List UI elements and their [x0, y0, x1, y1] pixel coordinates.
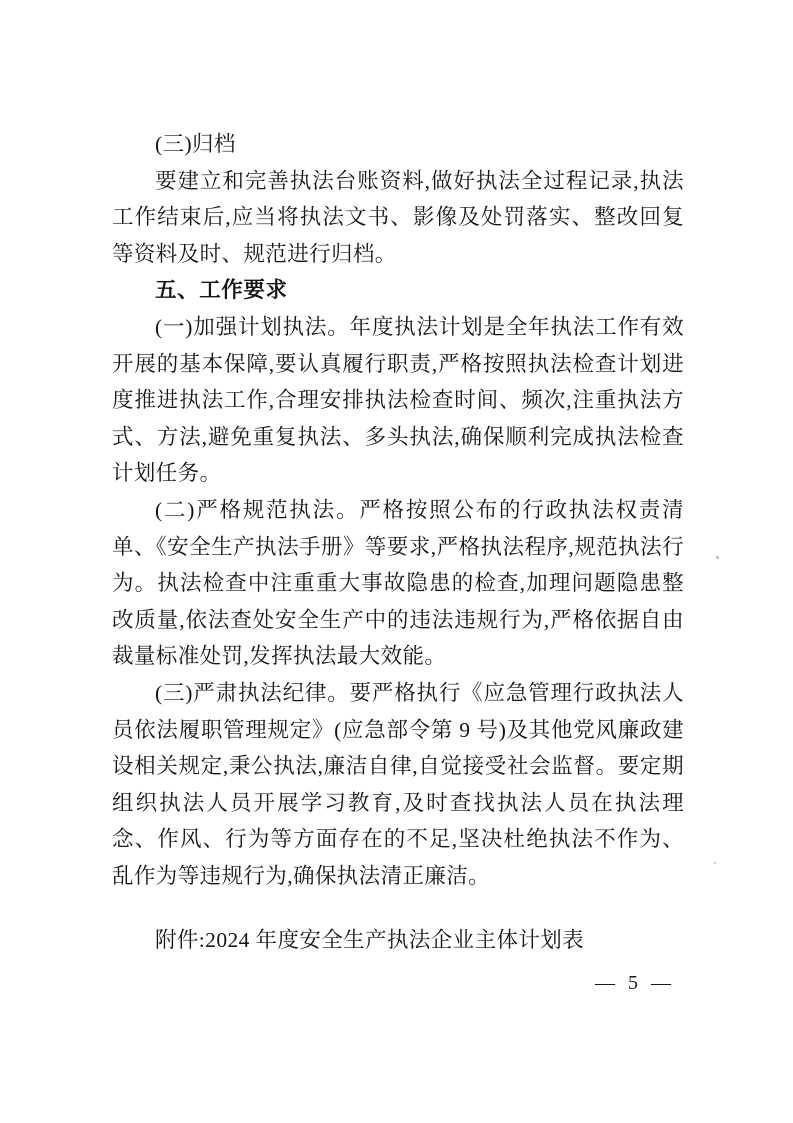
scan-noise-speck	[716, 556, 719, 559]
paragraph-strict-standard-enforcement: (二)严格规范执法。严格按照公布的行政执法权责清单、《安全生产执法手册》等要求,严格执法程序,规范执法行为。执法检查中注重重大事故隐患的检查,加理问题隐患整改质量,依法查处安全生产中的违法违规行为,严格依据自由裁量标准处罚,发挥执法最大效能。	[112, 497, 684, 669]
scan-noise-speck	[714, 862, 716, 864]
page-number: — 5 —	[595, 972, 675, 994]
paragraph-strengthen-planned-enforcement: (一)加强计划执法。年度执法计划是全年执法工作有效开展的基本保障,要认真履行职责,严格按照执法检查计划进度推进执法工作,合理安排执法检查时间、频次,注重执法方式、方法,避免重复执法、多头执法,确保顺利完成执法检查计划任务。	[112, 314, 684, 486]
section-heading-work-requirements: 五、工作要求	[155, 278, 288, 303]
paragraph-enforcement-discipline: (三)严肃执法纪律。要严格执行《应急管理行政执法人员依法履职管理规定》(应急部令第 9 号)及其他党风廉政建设相关规定,秉公执法,廉洁自律,自觉接受社会监督。要定期组织执法人员开展学习教育,及时查找执法人员在执法理念、作风、行为等方面存在的不足,坚决杜绝执法不作为、乱作为等违规行为,确保执法清正廉洁。	[112, 680, 684, 888]
paragraph-archiving-body: 要建立和完善执法台账资料,做好执法全过程记录,执法工作结束后,应当将执法文书、影像及处罚落实、整改回复等资料及时、规范进行归档。	[112, 168, 684, 266]
document-body	[112, 126, 684, 959]
attachment-line: 附件:2024 年度安全生产执法企业主体计划表	[155, 928, 585, 953]
subsection-heading-archiving: (三)归档	[155, 132, 236, 156]
